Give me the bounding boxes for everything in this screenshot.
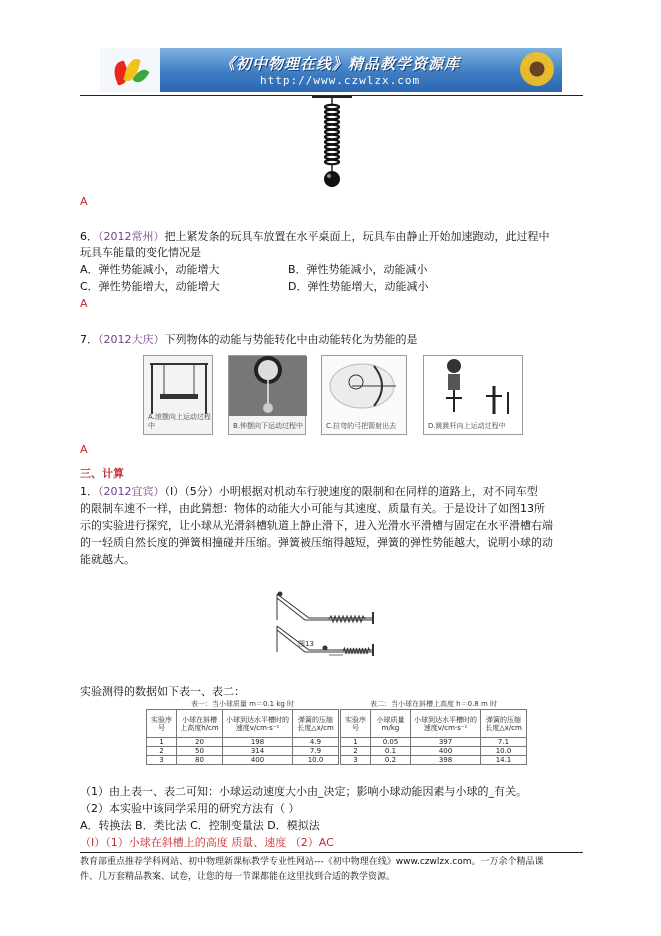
- table-1-header: 实验序号: [147, 710, 177, 738]
- banner-title: 《初中物理在线》精品教学资源库: [220, 55, 461, 73]
- s3-q1-answer: （I）（1）小球在斜槽上的高度 质量、速度 （2）AC: [80, 836, 334, 849]
- bow-arrow-icon: [322, 356, 408, 416]
- table-cell: 2: [147, 747, 177, 756]
- figure-13-label: 图13: [298, 640, 314, 648]
- q7-picture-c: [321, 355, 407, 435]
- q7-answer: A: [80, 443, 88, 456]
- pendulum-roller-icon: [144, 356, 214, 416]
- q6-stem-text: 把上紧发条的玩具车放置在水平桌面上，玩具车由静止开始加速跑动，此过程中: [164, 230, 550, 243]
- q6-option-c: C．弹性势能增大，动能增大: [80, 280, 220, 293]
- q7-pictures: [143, 355, 523, 435]
- table-cell: 50: [177, 747, 223, 756]
- table-2-title: 表二：当小球在斜槽上高度 h＝0.8 m 时: [369, 700, 498, 708]
- sub-question-2: （2）本实验中该同学采用的研究方法有（ ）: [80, 802, 300, 815]
- q6-option-a: A．弹性势能减小，动能增大: [80, 263, 220, 276]
- q6-stem-line1: [80, 229, 550, 245]
- table-cell: 0.2: [371, 756, 411, 765]
- sub-question-2-options: A．转换法 B．类比法 C．控制变量法 D．模拟法: [80, 819, 320, 832]
- s3-q1-text-line1: （I）（5分）小明根据对机动车行驶速度的限制和在同样的道路上，对不同车型: [164, 485, 538, 498]
- table-cell: 314: [223, 747, 293, 756]
- table-cell: 20: [177, 738, 223, 747]
- table-2: [340, 700, 527, 765]
- site-logo: [100, 48, 160, 92]
- q7-picture-b: [228, 355, 306, 435]
- q6-option-d: D．弹性势能增大，动能减小: [288, 280, 429, 293]
- footer-note: [80, 855, 583, 885]
- table-cell: 3: [341, 756, 371, 765]
- table-cell: 4.9: [293, 738, 339, 747]
- table-1-header: 小球到达水平槽时的速度v/cm·s⁻¹: [223, 710, 293, 738]
- table-1-grid: [146, 709, 339, 765]
- figure-13-ramp-spring: [273, 590, 383, 662]
- q7-stem-text: 下列物体的动能与势能转化中由动能转化为势能的是: [164, 333, 418, 346]
- section-title: 三、计算: [80, 467, 124, 480]
- s3-q1-text-line2: 的限制车速不一样，由此猜想：物体的动能大小可能与其速度、质量有关。于是设计了如图13所: [80, 502, 545, 515]
- table-2-header: 小球到达水平槽时的速度v/cm·s⁻¹: [411, 710, 481, 738]
- table-row: [147, 756, 339, 765]
- previous-answer: A: [80, 195, 88, 208]
- table-row: [341, 747, 527, 756]
- footer-line-1: 教育部重点推荐学科网站、初中物理新课标教学专业性网站---《初中物理在线》www.czwlzx.com。一万余个精品课: [80, 857, 544, 867]
- table-2-header: 小球质量m/kg: [371, 710, 411, 738]
- table-cell: 80: [177, 756, 223, 765]
- table-cell: 398: [411, 756, 481, 765]
- q7-source: （2012大庆）: [98, 333, 165, 346]
- q7-caption-a: A.滚摆向上运动过程中: [148, 413, 211, 430]
- clock-pendulum-icon: [229, 356, 307, 416]
- s3-q1-text-line5: 能就越大。: [80, 553, 135, 566]
- table-cell: 10.0: [481, 747, 527, 756]
- table-cell: 7.1: [481, 738, 527, 747]
- q7-caption-d: D.跳跳杆向上运动过程中: [428, 422, 506, 430]
- table-1-header: 弹簧的压缩长度△x/cm: [293, 710, 339, 738]
- table-2-header: 实验序号: [341, 710, 371, 738]
- q7-stem: [80, 332, 418, 348]
- table-cell: 3: [147, 756, 177, 765]
- s3-q1-line1: [80, 484, 538, 500]
- spring-ball-figure: [310, 95, 354, 195]
- table-cell: 1: [147, 738, 177, 747]
- q7-picture-a: [143, 355, 213, 435]
- footer-divider: [80, 852, 583, 853]
- q6-answer: A: [80, 297, 88, 310]
- q7-number: 7．: [80, 333, 98, 346]
- table-cell: 198: [223, 738, 293, 747]
- table-cell: 14.1: [481, 756, 527, 765]
- footer-line-2: 件、几万套精品教案、试卷，让您的每一节课都能在这里找到合适的教学资源。: [80, 872, 396, 882]
- q7-picture-d: [423, 355, 523, 435]
- table-cell: 1: [341, 738, 371, 747]
- q6-number: 6．: [80, 230, 98, 243]
- q6-source: （2012常州）: [98, 230, 165, 243]
- s3-q1-source: （2012宜宾）: [98, 485, 165, 498]
- table-row: [147, 738, 339, 747]
- q6-stem-line2: 玩具车能量的变化情况是: [80, 246, 201, 259]
- s3-q1-text-line3: 示的实验进行探究，让小球从光滑斜槽轨道上静止滑下，进入光滑水平滑槽与固定在水平滑槽右端: [80, 519, 553, 532]
- sub-question-1: （1）由上表一、表二可知：小球运动速度大小由_决定；影响小球动能因素与小球的_有关。: [80, 785, 527, 798]
- table-cell: 400: [223, 756, 293, 765]
- table-row: [341, 738, 527, 747]
- table-cell: 0.05: [371, 738, 411, 747]
- data-intro: 实验测得的数据如下表一、表二：: [80, 685, 245, 698]
- table-row: [147, 747, 339, 756]
- table-1-header: 小球在斜槽上高度h/cm: [177, 710, 223, 738]
- table-cell: 400: [411, 747, 481, 756]
- table-cell: 7.9: [293, 747, 339, 756]
- table-cell: 10.0: [293, 756, 339, 765]
- table-2-header: 弹簧的压缩长度△x/cm: [481, 710, 527, 738]
- q6-option-b: B．弹性势能减小，动能减小: [288, 263, 428, 276]
- table-cell: 2: [341, 747, 371, 756]
- table-1-title: 表一：当小球质量 m＝0.1 kg 时: [190, 700, 295, 708]
- q7-caption-b: B.钟摆向下运动过程中: [233, 422, 304, 430]
- s3-q1-number: 1．: [80, 485, 98, 498]
- header-banner: [100, 48, 562, 92]
- table-cell: 397: [411, 738, 481, 747]
- s3-q1-text-line4: 的一轻质自然长度的弹簧相撞碰并压缩。弹簧被压缩得越短，弹簧的弹性势能越大，说明小球的动: [80, 536, 553, 549]
- table-2-grid: [340, 709, 527, 765]
- q7-caption-c: C.拉弯的弓把箭射出去: [326, 422, 397, 430]
- table-1: [146, 700, 339, 765]
- table-row: [341, 756, 527, 765]
- banner-url[interactable]: http://www.czwlzx.com: [260, 74, 421, 87]
- sunflower-icon: [520, 52, 554, 86]
- table-cell: 0.1: [371, 747, 411, 756]
- pogo-stick-icon: [424, 356, 524, 418]
